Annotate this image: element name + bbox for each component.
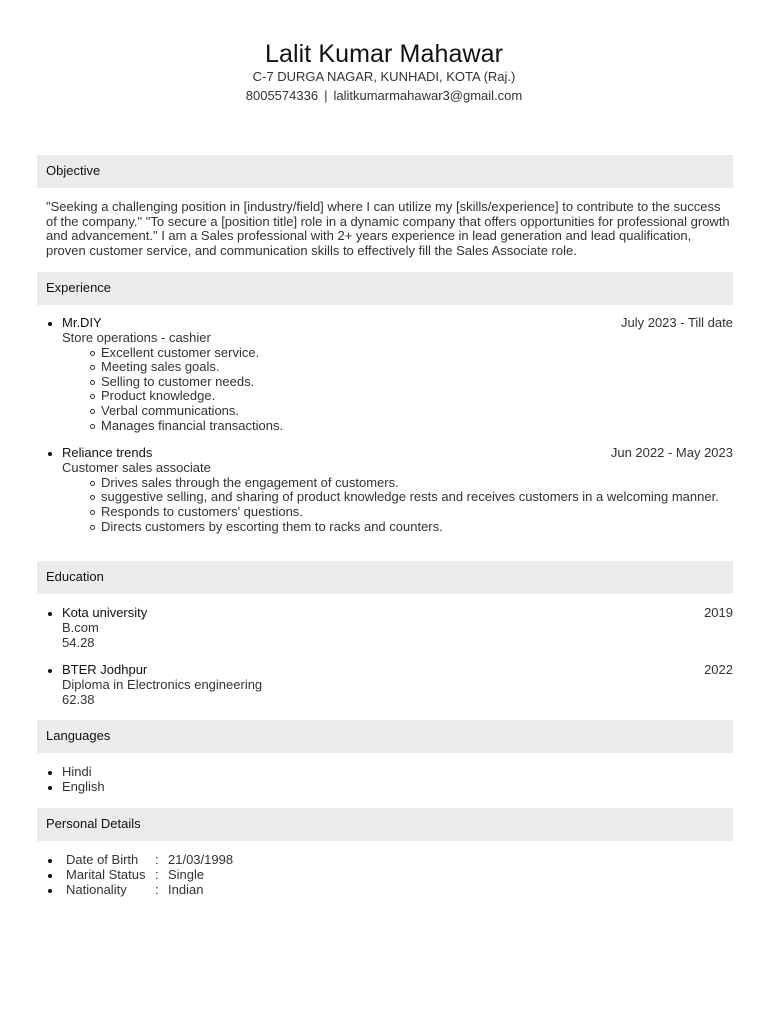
education-list — [46, 606, 733, 720]
language-item: Hindi — [46, 765, 733, 780]
section-heading-education: Education — [37, 561, 733, 594]
personal-details-list — [46, 853, 733, 897]
experience-date: Jun 2022 - May 2023 — [610, 445, 733, 461]
personal-detail-colon: : — [155, 881, 159, 897]
experience-point: suggestive selling, and sharing of product knowledge rests and receives customers in a welcoming manner. — [101, 490, 733, 505]
personal-detail-label: Marital Status — [66, 866, 146, 882]
experience-list — [46, 316, 733, 547]
experience-item-header — [62, 316, 733, 331]
experience-item — [46, 446, 733, 534]
experience-point: Drives sales through the engagement of customers. — [101, 476, 733, 491]
education-school: BTER Jodhpur — [62, 662, 148, 678]
education-score: 62.38 — [62, 691, 95, 707]
experience-point: Responds to customers' questions. — [101, 505, 733, 520]
experience-points — [62, 476, 733, 534]
experience-point: Manages financial transactions. — [101, 419, 733, 434]
education-item — [46, 663, 733, 707]
experience-item-header — [62, 446, 733, 461]
experience-company: Reliance trends — [62, 445, 153, 461]
candidate-address: C-7 DURGA NAGAR, KUNHADI, KOTA (Raj.) — [252, 69, 516, 84]
education-degree: Diploma in Electronics engineering — [62, 677, 263, 693]
education-degree: B.com — [62, 620, 99, 635]
personal-detail-row — [46, 868, 733, 883]
personal-detail-value: 21/03/1998 — [168, 852, 234, 867]
experience-point: Selling to customer needs. — [101, 375, 733, 390]
experience-role: Store operations - cashier — [62, 330, 211, 345]
languages-list — [46, 765, 733, 794]
education-item-header — [62, 606, 733, 621]
section-heading-personal-details: Personal Details — [37, 808, 733, 841]
personal-detail-colon: : — [155, 866, 159, 882]
email-address: lalitkumarmahawar3@gmail.com — [333, 88, 523, 103]
experience-item — [46, 316, 733, 433]
personal-detail-colon: : — [155, 852, 159, 867]
experience-point: Meeting sales goals. — [101, 360, 733, 375]
phone-number: 8005574336 — [245, 88, 319, 103]
personal-detail-row — [46, 853, 733, 868]
section-heading-experience: Experience — [37, 272, 733, 305]
contact-line — [0, 89, 768, 104]
candidate-name: Lalit Kumar Mahawar — [264, 40, 504, 68]
language-item: English — [46, 780, 733, 795]
personal-detail-label: Date of Birth — [66, 852, 139, 867]
personal-detail-value: Single — [168, 866, 205, 882]
experience-point: Verbal communications. — [101, 404, 733, 419]
education-score: 54.28 — [62, 634, 95, 650]
personal-detail-row — [46, 883, 733, 898]
experience-date: July 2023 - Till date — [620, 315, 733, 330]
experience-role: Customer sales associate — [62, 460, 211, 476]
section-heading-objective: Objective — [37, 155, 733, 188]
experience-point: Product knowledge. — [101, 389, 733, 404]
experience-company: Mr.DIY — [62, 315, 102, 330]
education-item — [46, 606, 733, 650]
objective-text: "Seeking a challenging position in [industry/field] where I can utilize my [skills/experience] to contribute to the success of the company." "To secure a [position title] role in a dynamic company that offers opportunities for professional growth and advancement." I am a Sales professional with 2+ years experience in lead generation and lead qualification, proven customer service, and communication skills to effectively fill the Sales Associate role. — [46, 199, 730, 259]
personal-detail-label: Nationality — [66, 881, 127, 897]
experience-point: Directs customers by escorting them to racks and counters. — [101, 520, 733, 535]
contact-separator: | — [324, 88, 328, 103]
personal-detail-value: Indian — [168, 881, 204, 897]
experience-points — [62, 346, 733, 434]
education-school: Kota university — [62, 605, 148, 620]
section-heading-languages: Languages — [37, 720, 733, 753]
experience-point: Excellent customer service. — [101, 346, 733, 361]
education-item-header — [62, 663, 733, 678]
education-year: 2019 — [704, 605, 733, 620]
education-year: 2022 — [704, 662, 733, 678]
